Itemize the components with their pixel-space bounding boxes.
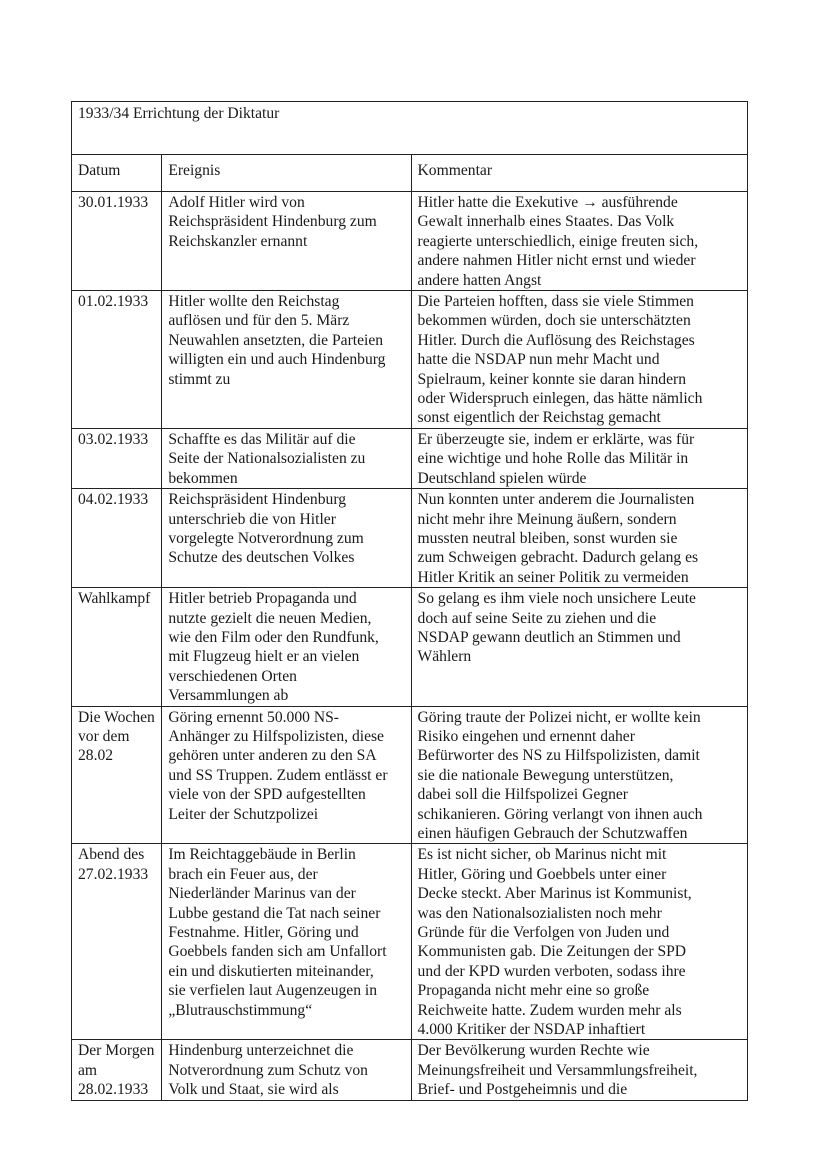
date-cell-line: 27.02.1933 (78, 865, 149, 883)
comment-cell-line: Hitler, Göring und Goebbels unter einer (417, 865, 667, 883)
table-row (72, 588, 748, 706)
event-cell-line: auflösen und für den 5. März (168, 312, 350, 330)
date-cell (72, 706, 162, 844)
event-cell-line: Seite der Nationalsozialisten zu (168, 450, 366, 468)
date-cell-line: 28.02.1933 (78, 1081, 149, 1099)
event-cell-line: gehören unter anderen zu den SA (168, 747, 377, 765)
event-cell-line: Leiter der Schutzpolizei (168, 805, 319, 823)
event-cell-line: Reichspräsident Hindenburg zum (168, 213, 377, 231)
comment-cell-line: mussten neutral bleiben, sonst wurden sie (417, 529, 678, 547)
comment-cell-line: hatte die NSDAP nun mehr Macht und (417, 351, 660, 369)
comment-cell (411, 844, 747, 1040)
event-cell-line: Im Reichtaggebäude in Berlin (168, 846, 356, 864)
event-cell (162, 588, 411, 706)
comment-cell (411, 291, 747, 429)
date-cell-line: 01.02.1933 (78, 293, 149, 311)
comment-cell (411, 192, 747, 291)
comment-cell-line: zum Schweigen gebracht. Dadurch gelang es (417, 549, 699, 567)
comment-cell-line: nicht mehr ihre Meinung äußern, sondern (417, 510, 677, 528)
event-cell (162, 1040, 411, 1100)
event-cell-line: Göring ernennt 50.000 NS- (168, 708, 339, 726)
column-header-date: Datum (72, 155, 162, 192)
event-cell (162, 192, 411, 291)
comment-cell (411, 428, 747, 488)
table-row (72, 844, 748, 1040)
comment-cell-line: Hitler Kritik an seiner Politik zu vermeiden (417, 568, 689, 586)
comment-cell-line: andere nahmen Hitler nicht ernst und wieder (417, 252, 696, 270)
comment-cell-line: einen häufigen Gebrauch der Schutzwaffen (417, 825, 688, 842)
comment-cell-line: Wählern (417, 648, 472, 666)
event-cell-line: nutzte gezielt die neuen Medien, (168, 609, 372, 627)
event-cell-line: Hitler wollte den Reichstag (168, 293, 340, 311)
date-cell (72, 588, 162, 706)
event-cell-line: Festnahme. Hitler, Göring und (168, 924, 359, 942)
event-cell-line: Niederländer Marinus van der (168, 885, 356, 903)
date-cell-line: 04.02.1933 (78, 491, 149, 509)
event-cell-line: willigten ein und auch Hindenburg (168, 351, 386, 369)
date-cell (72, 428, 162, 488)
date-cell-line: Die Wochen (78, 708, 155, 726)
event-cell-line: sie verfielen laut Augenzeugen in (168, 982, 378, 1000)
event-cell-line: Hindenburg unterzeichnet die (168, 1042, 354, 1060)
header-row (72, 155, 748, 192)
event-cell-line: viele von der SPD aufgestellten (168, 786, 366, 804)
table-row (72, 291, 748, 429)
event-cell-line: wie den Film oder den Rundfunk, (168, 628, 379, 646)
event-cell-line: verschiedenen Orten (168, 667, 297, 685)
timeline-table (71, 101, 748, 1101)
comment-cell-line: schikanieren. Göring verlangt von ihnen auch (417, 805, 703, 823)
comment-cell-line: Er überzeugte sie, indem er erklärte, was für (417, 430, 695, 448)
comment-cell-line: reagierte unterschiedlich, einige freuten sich, (417, 232, 699, 250)
comment-cell-line: was den Nationalsozialisten noch mehr (417, 904, 662, 922)
event-cell-line: unterschrieb die von Hitler (168, 510, 336, 528)
comment-cell-line: Propaganda nicht mehr eine so große (417, 982, 650, 1000)
date-cell-line: 28.02 (78, 747, 114, 765)
table-row (72, 428, 748, 488)
date-cell-line: 30.01.1933 (78, 194, 149, 211)
date-cell (72, 291, 162, 429)
table-row (72, 1040, 748, 1100)
event-cell-line: Goebbels fanden sich am Unfallort (168, 943, 387, 961)
comment-cell-line: Brief- und Postgeheimnis und die (417, 1081, 628, 1099)
date-cell-line: 03.02.1933 (78, 430, 149, 448)
comment-cell-line: Decke steckt. Aber Marinus ist Kommunist, (417, 885, 692, 903)
comment-cell-line: Reichweite hatte. Zudem wurden mehr als (417, 1001, 682, 1019)
date-cell (72, 1040, 162, 1100)
comment-cell-line: Gewalt innerhalb eines Staates. Das Volk (417, 213, 675, 231)
comment-cell-line: NSDAP gewann deutlich an Stimmen und (417, 628, 681, 646)
event-cell-line: Schutze des deutschen Volkes (168, 549, 355, 567)
comment-cell (411, 1040, 747, 1100)
date-cell (72, 192, 162, 291)
comment-cell-line: Meinungsfreiheit und Versammlungsfreiheit, (417, 1061, 698, 1079)
table-row (72, 706, 748, 844)
comment-cell-line: eine wichtige und hohe Rolle das Militär in (417, 450, 689, 468)
event-cell-line: Reichspräsident Hindenburg (168, 491, 347, 509)
comment-cell-line: Hitler. Durch die Auflösung des Reichstages (417, 331, 695, 349)
comment-cell-line: Spielraum, keiner konnte sie daran hindern (417, 370, 687, 388)
event-cell (162, 291, 411, 429)
comment-cell-line: Göring traute der Polizei nicht, er wollte kein (417, 708, 701, 726)
comment-cell-line: und der KPD wurden verboten, sodass ihre (417, 962, 686, 980)
date-cell (72, 489, 162, 588)
comment-cell-line: bekommen würden, doch sie unterschätzten (417, 312, 691, 330)
table-row (72, 192, 748, 291)
comment-cell-line: sonst eigentlich der Reichstag gemacht (417, 409, 661, 427)
event-cell-line: mit Flugzeug hielt er an vielen (168, 648, 360, 666)
event-cell-line: Hitler betrieb Propaganda und (168, 590, 357, 608)
date-cell-line: vor dem (78, 727, 130, 745)
comment-cell (411, 588, 747, 706)
table-title: 1933/34 Errichtung der Diktatur (72, 102, 748, 155)
event-cell (162, 489, 411, 588)
event-cell-line: brach ein Feuer aus, der (168, 865, 318, 883)
event-cell-line: Reichskanzler ernannt (168, 232, 308, 250)
comment-cell-line: Hitler hatte die Exekutive → ausführende (417, 194, 678, 211)
event-cell-line: Volk und Staat, sie wird als (168, 1081, 339, 1099)
date-cell-line: Abend des (78, 846, 145, 864)
date-cell-line: am (78, 1061, 98, 1079)
event-cell-line: Lubbe gestand die Tat nach seiner (168, 904, 381, 922)
comment-cell-line: dabei soll die Hilfspolizei Gegner (417, 786, 628, 804)
comment-cell-line: doch auf seine Seite zu ziehen und die (417, 609, 657, 627)
date-cell-line: Der Morgen (78, 1042, 155, 1060)
event-cell-line: Anhänger zu Hilfspolizisten, diese (168, 727, 384, 745)
event-cell-line: Neuwahlen ansetzten, die Parteien (168, 331, 384, 349)
comment-cell-line: sie die nationale Bewegung unterstützen, (417, 766, 674, 784)
table-row (72, 489, 748, 588)
comment-cell-line: Deutschland spielen würde (417, 469, 587, 487)
event-cell-line: vorgelegte Notverordnung zum (168, 529, 364, 547)
event-cell-line: „Blutrauschstimmung“ (168, 1001, 313, 1019)
comment-cell-line: Es ist nicht sicher, ob Marinus nicht mit (417, 846, 667, 864)
event-cell-line: bekommen (168, 469, 238, 487)
comment-cell (411, 489, 747, 588)
event-cell-line: stimmt zu (168, 370, 231, 388)
title-row (72, 102, 748, 155)
column-header-event: Ereignis (162, 155, 411, 192)
event-cell (162, 706, 411, 844)
comment-cell-line: Befürworter des NS zu Hilfspolizisten, damit (417, 747, 700, 765)
date-cell (72, 844, 162, 1040)
event-cell-line: Versammlungen ab (168, 687, 289, 705)
event-cell (162, 844, 411, 1040)
event-cell-line: und SS Truppen. Zudem entlässt er (168, 766, 388, 784)
event-cell-line: ein und diskutierten miteinander, (168, 962, 374, 980)
event-cell-line: Adolf Hitler wird von (168, 194, 305, 211)
event-cell-line: Schaffte es das Militär auf die (168, 430, 356, 448)
column-header-comment: Kommentar (411, 155, 747, 192)
comment-cell-line: 4.000 Kritiker der NSDAP inhaftiert (417, 1021, 646, 1039)
date-cell-line: Wahlkampf (78, 590, 151, 608)
comment-cell-line: Nun konnten unter anderem die Journalisten (417, 491, 695, 509)
comment-cell-line: So gelang es ihm viele noch unsichere Leute (417, 590, 696, 608)
event-cell (162, 428, 411, 488)
comment-cell (411, 706, 747, 844)
comment-cell-line: Der Bevölkerung wurden Rechte wie (417, 1042, 650, 1060)
comment-cell-line: Risiko eingehen und ernennt daher (417, 727, 635, 745)
event-cell-line: Notverordnung zum Schutz von (168, 1061, 368, 1079)
comment-cell-line: Kommunisten gab. Die Zeitungen der SPD (417, 943, 687, 961)
comment-cell-line: Die Parteien hofften, dass sie viele Stimmen (417, 293, 694, 311)
comment-cell-line: oder Widerspruch einlegen, das hätte nämlich (417, 390, 703, 408)
comment-cell-line: Gründe für die Verfolgen von Juden und (417, 924, 670, 942)
comment-cell-line: andere hatten Angst (417, 271, 542, 289)
